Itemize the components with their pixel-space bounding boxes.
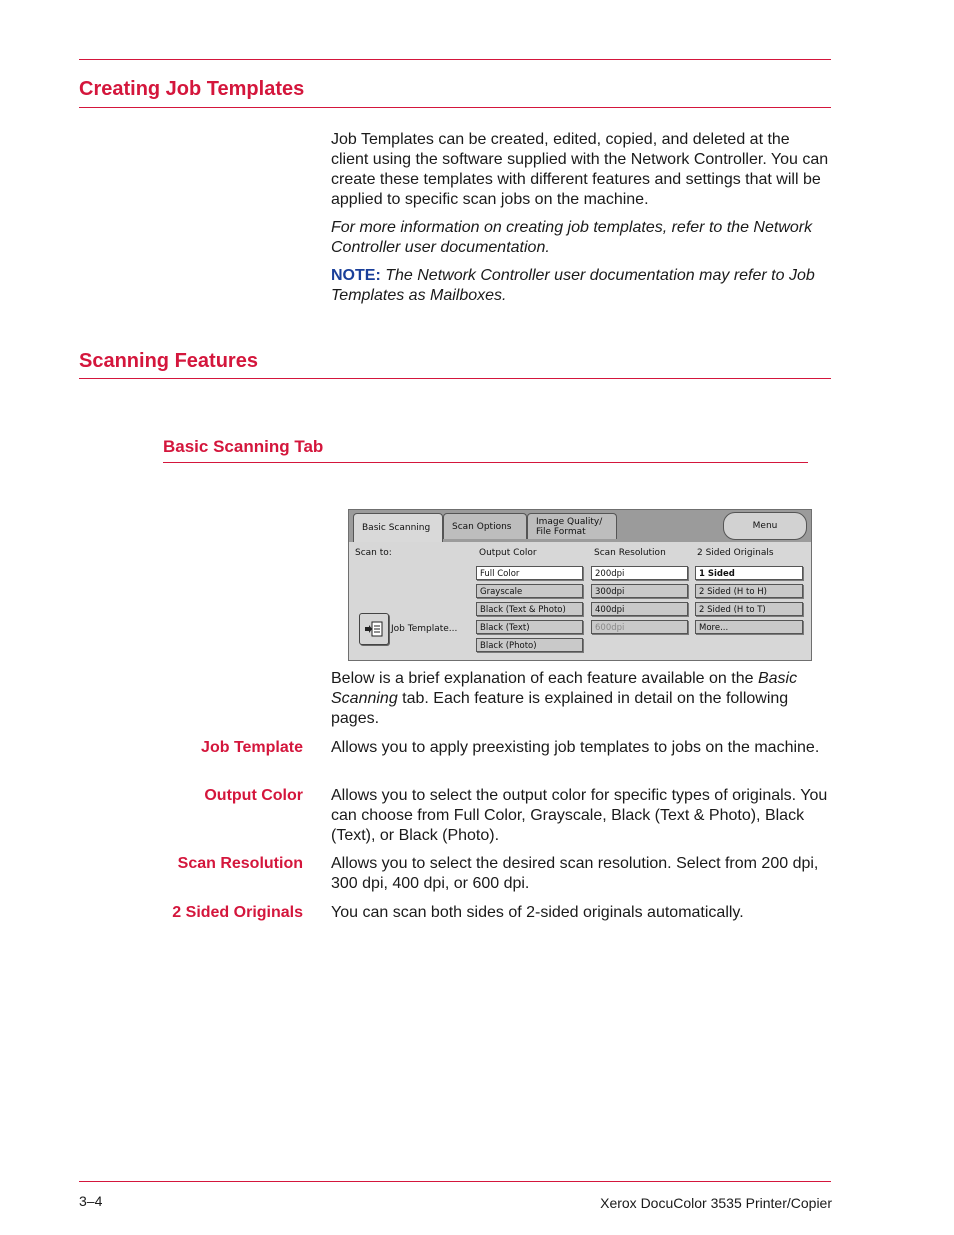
intro-post: tab. Each feature is explained in detail on the following pages. [331, 690, 789, 727]
intro-paragraph [331, 669, 831, 729]
desc-scan-resolution: Allows you to select the desired scan resolution. Select from 200 dpi, 300 dpi, 400 dpi, or 600 dpi. [331, 855, 819, 892]
subheading-rule [163, 462, 808, 463]
note-paragraph [331, 266, 831, 306]
tab-basic-scanning[interactable]: Basic Scanning [353, 513, 443, 543]
output-color-black-text[interactable]: Black (Text) [476, 620, 583, 634]
top-rule [79, 59, 831, 60]
note-text: The Network Controller user documentation may refer to Job Templates as Mailboxes. [331, 267, 815, 304]
basic-scanning-tab-heading: Basic Scanning Tab [163, 437, 324, 456]
output-color-black-photo[interactable]: Black (Photo) [476, 638, 583, 652]
tab-image-quality-line1: Image Quality/ [536, 516, 603, 527]
two-sided-h-to-h[interactable]: 2 Sided (H to H) [695, 584, 803, 598]
creating-job-templates-heading: Creating Job Templates [79, 78, 305, 100]
resolution-400dpi[interactable]: 400dpi [591, 602, 688, 616]
basic-scanning-panel [348, 509, 812, 661]
term-scan-resolution: Scan Resolution [177, 855, 303, 872]
menu-button[interactable]: Menu [723, 512, 807, 540]
two-sided-more[interactable]: More... [695, 620, 803, 634]
tab-scan-options[interactable]: Scan Options [443, 513, 527, 539]
scanning-features-heading: Scanning Features [79, 350, 258, 372]
tab-image-quality[interactable] [527, 513, 617, 539]
heading-rule [79, 378, 831, 379]
tab-image-quality-line2: File Format [536, 526, 586, 537]
resolution-600dpi: 600dpi [591, 620, 688, 634]
output-color-full-color[interactable]: Full Color [476, 566, 583, 580]
product-name: Xerox DocuColor 3535 Printer/Copier [600, 1195, 832, 1211]
job-template-label: Job Template... [391, 624, 458, 634]
page-number: 3–4 [79, 1193, 103, 1209]
two-sided-1-sided[interactable]: 1 Sided [695, 566, 803, 580]
resolution-300dpi[interactable]: 300dpi [591, 584, 688, 598]
heading-rule [79, 107, 831, 108]
tab-bar [349, 510, 811, 542]
footer-rule [79, 1181, 831, 1182]
job-template-button[interactable] [359, 613, 389, 645]
scan-resolution-label: Scan Resolution [594, 548, 666, 558]
note-label: NOTE: [331, 267, 381, 284]
intro-em: Basic Scanning [331, 670, 798, 707]
output-color-grayscale[interactable]: Grayscale [476, 584, 583, 598]
output-color-black-text-photo[interactable]: Black (Text & Photo) [476, 602, 583, 616]
resolution-200dpi[interactable]: 200dpi [591, 566, 688, 580]
term-job-template: Job Template [201, 739, 303, 756]
two-sided-h-to-t[interactable]: 2 Sided (H to T) [695, 602, 803, 616]
job-template-icon [364, 620, 384, 638]
scan-to-label: Scan to: [355, 548, 392, 558]
creating-para-2: For more information on creating job templates, refer to the Network Controller user documentation. [331, 219, 813, 256]
output-color-label: Output Color [479, 548, 537, 558]
desc-job-template: Allows you to apply preexisting job templates to jobs on the machine. [331, 739, 820, 756]
desc-output-color: Allows you to select the output color for specific types of originals. You can choose from Full Color, Grayscale, Black (Text & Photo), Black (Text), or Black (Photo). [331, 787, 828, 844]
intro-pre: Below is a brief explanation of each feature available on the [331, 670, 758, 687]
desc-two-sided-originals: You can scan both sides of 2-sided originals automatically. [331, 904, 744, 921]
term-two-sided-originals: 2 Sided Originals [172, 904, 303, 921]
term-output-color: Output Color [204, 787, 303, 804]
creating-para-1: Job Templates can be created, edited, copied, and deleted at the client using the software supplied with the Network Controller. You can create these templates with different features and settings that will be applied to specific scan jobs on the machine. [331, 131, 829, 208]
two-sided-originals-label: 2 Sided Originals [697, 548, 774, 558]
